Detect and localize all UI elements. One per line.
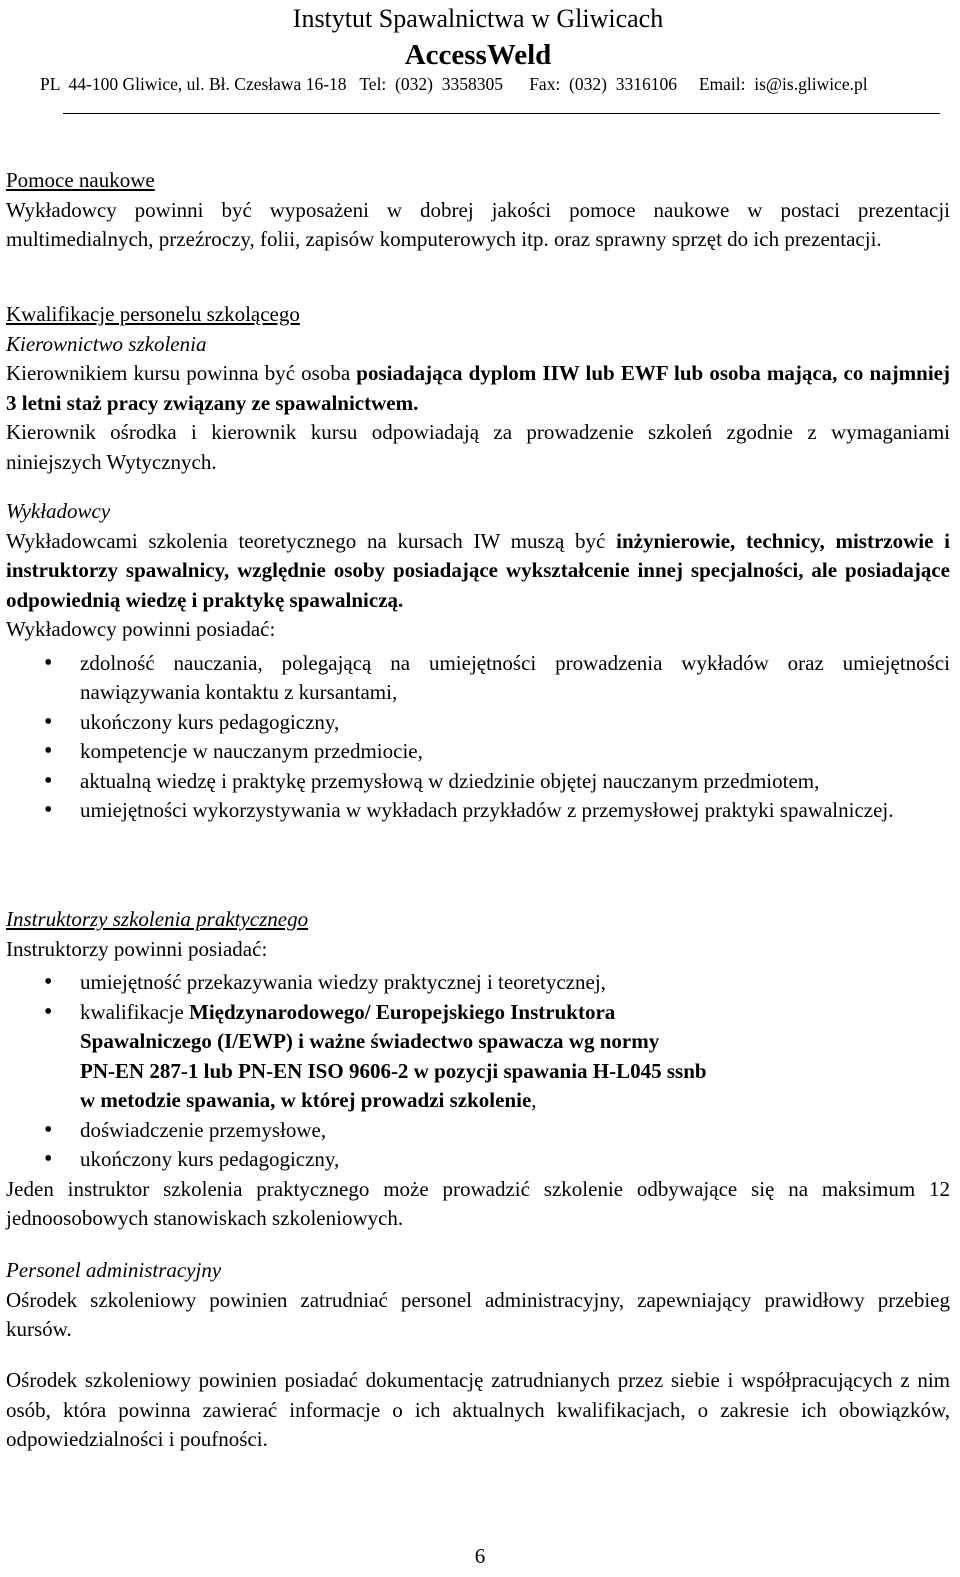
letterhead <box>6 0 950 118</box>
paragraph: Jeden instruktor szkolenia praktycznego może prowadzić szkolenie odbywające się na maksimum 12 jednoosobowych stanowiskach szkoleniowych. <box>6 1176 950 1230</box>
list-item: • kompetencje w nauczanym przedmiocie, <box>6 737 950 767</box>
list-item: • doświadczenie przemysłowe, <box>6 1116 950 1146</box>
list-item: • aktualną wiedzę i praktykę przemysłową w dziedzinie objętej nauczanym przedmiotem, <box>6 767 950 797</box>
page-number: 6 <box>474 1544 486 1568</box>
institute-name: Instytut Spawalnictwa w Gliwicach <box>292 4 664 33</box>
list-item <box>6 998 950 1116</box>
text-span: , <box>531 1088 537 1112</box>
subsection-title: Personel administracyjny <box>6 1258 222 1282</box>
bold-text: inżynierowie, technicy, mistrzowie i instruktorzy spawalnicy, względnie osoby posiadające wykształcenie innej specjalności, ale posiadające odpowiednią wiedzę i praktykę spawalniczą. <box>6 528 950 612</box>
paragraph <box>6 359 950 418</box>
brand-name: AccessWeld <box>404 39 552 71</box>
section-lecturers <box>6 497 950 826</box>
contact-line: PL 44-100 Gliwice, ul. Bł. Czesława 16-18 Tel: (032) 3358305 Fax: (032) 3316106 Email: is@is.gliwice.pl <box>40 74 868 94</box>
subsection-title: Kierownictwo szkolenia <box>6 331 207 356</box>
list-item: • zdolność nauczania, polegającą na umiejętności prowadzenia wykładów oraz umiejętności nawiązywania kontaktu z kursantami, <box>6 649 950 708</box>
list-item: • umiejętność przekazywania wiedzy praktycznej i teoretycznej, <box>6 968 950 998</box>
list-item: • umiejętności wykorzystywania w wykładach przykładów z przemysłowej praktyki spawalniczej. <box>6 796 950 826</box>
bullet-list <box>6 649 950 826</box>
paragraph: Ośrodek szkoleniowy powinien posiadać dokumentację zatrudnianych przez siebie i współpracujących z nim osób, która powinna zawierać informacje o ich aktualnych kwalifikacjach, o zakresie ich obowiązków, odpowiedzialności i poufności. <box>6 1368 950 1451</box>
section-documentation <box>6 1366 950 1455</box>
bullet-list <box>6 968 950 1175</box>
list-item: • ukończony kurs pedagogiczny, <box>6 1145 950 1175</box>
paragraph: Wykładowcy powinni być wyposażeni w dobrej jakości pomoce naukowe w postaci prezentacji multimedialnych, przeźroczy, folii, zapisów komputerowych itp. oraz sprawny sprzęt do ich prezentacji. <box>6 197 950 251</box>
section-title: Kwalifikacje personelu szkolącego <box>6 302 300 326</box>
bold-text: Spawalniczego (I/EWP) i ważne świadectwo spawacza wg normy <box>80 1029 660 1053</box>
document-page <box>6 0 950 1451</box>
text-span: Wykładowcami szkolenia teoretycznego na kursach IW muszą być <box>6 528 617 553</box>
subsection-title: Instruktorzy szkolenia praktycznego <box>6 907 309 931</box>
subsection-title: Wykładowcy <box>6 499 111 523</box>
section-practical-instructors <box>6 905 950 1234</box>
bold-text: posiadająca dyplom IIW lub EWF lub osoba mająca, co najmniej 3 letni staż pracy związany ze spawalnictwem. <box>6 361 950 415</box>
text-span: Kierownikiem kursu powinna być osoba <box>6 361 357 385</box>
section-teaching-aids <box>6 166 950 255</box>
list-intro: Instruktorzy powinni posiadać: <box>6 936 268 961</box>
header-divider <box>63 113 940 114</box>
bold-text: Międzynarodowego/ Europejskiego Instruktora <box>189 999 616 1024</box>
section-admin-staff <box>6 1256 950 1345</box>
text-span: kwalifikacje <box>80 999 190 1024</box>
list-item: • ukończony kurs pedagogiczny, <box>6 708 950 738</box>
paragraph <box>6 527 950 616</box>
list-intro: Wykładowcy powinni posiadać: <box>6 617 276 641</box>
section-staff-qualifications <box>6 300 950 477</box>
paragraph: Ośrodek szkoleniowy powinien zatrudniać personel administracyjny, zapewniający prawidłowy przebieg kursów. <box>6 1287 950 1341</box>
bold-text: PN-EN 287-1 lub PN-EN ISO 9606-2 w pozycji spawania H-L045 ssnb <box>80 1058 707 1083</box>
section-title: Pomoce naukowe <box>6 168 155 192</box>
bold-text: w metodzie spawania, w której prowadzi szkolenie <box>80 1088 532 1112</box>
paragraph: Kierownik ośrodka i kierownik kursu odpowiadają za prowadzenie szkoleń zgodnie z wymaganiami niniejszych Wytycznych. <box>6 420 950 474</box>
